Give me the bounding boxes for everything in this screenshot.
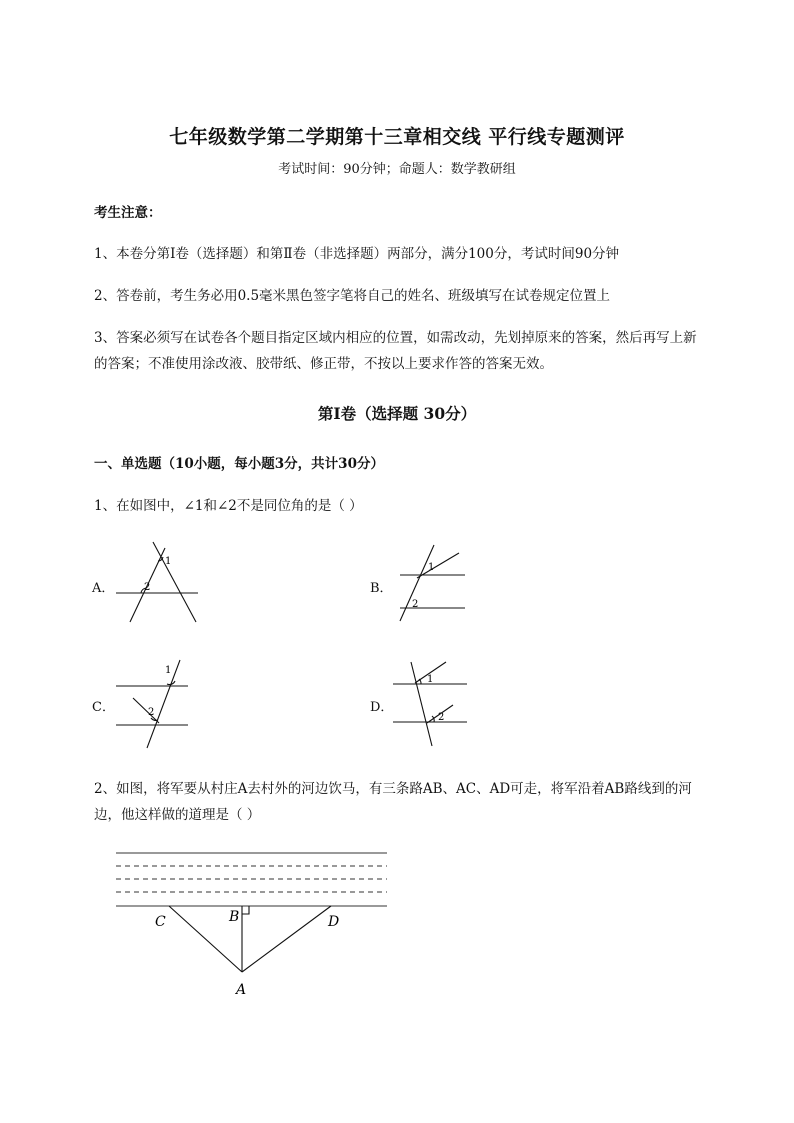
notice-heading: 考生注意： (94, 205, 162, 221)
right-angle-mark (242, 906, 249, 914)
point-d: D (328, 914, 340, 930)
point-c: C (155, 914, 166, 930)
figure-b-angle1: 1 (428, 562, 435, 573)
option-b-label[interactable]: B． (370, 581, 393, 596)
figure-a-angle1: 1 (165, 556, 172, 567)
option-d-label[interactable]: D． (370, 700, 394, 715)
part-heading: 一、单选题（10小题，每小题3分，共计30分） (94, 456, 384, 472)
option-c-label[interactable]: C． (92, 700, 115, 715)
point-b: B (229, 909, 240, 925)
figure-a-angle2: 2 (144, 582, 151, 593)
notice-item-2: 2、答卷前，考生务必用0.5毫米黑色签字笔将自己的姓名、班级填写在试卷规定位置上 (94, 288, 611, 304)
point-a: A (236, 982, 247, 998)
question-1-text: 1、在如图中，∠1和∠2不是同位角的是（ ） (94, 498, 363, 514)
notice-item-3-cont: 的答案；不准使用涂改液、胶带纸、修正带，不按以上要求作答的答案无效。 (94, 356, 553, 372)
figure-d-angle2: 2 (438, 712, 445, 723)
section-title: 第I卷（选择题 30分） (317, 404, 477, 423)
figure-c-angle2: 2 (148, 707, 155, 718)
question-2-line-2: 边，他这样做的道理是（ ） (94, 807, 261, 823)
question-2-line-1: 2、如图，将军要从村庄A去村外的河边饮马，有三条路AB、AC、AD可走，将军沿着AB路线到的河 (94, 781, 692, 797)
figure-d-angle1: 1 (427, 674, 434, 685)
page-title: 七年级数学第二学期第十三章相交线 平行线专题测评 (169, 126, 625, 148)
figure-c-angle1: 1 (165, 665, 172, 676)
path-ad (242, 906, 331, 972)
notice-item-1: 1、本卷分第I卷（选择题）和第Ⅱ卷（非选择题）两部分，满分100分，考试时间90分钟 (94, 246, 620, 262)
option-a-label[interactable]: A． (92, 581, 115, 596)
notice-item-3: 3、答案必须写在试卷各个题目指定区域内相应的位置，如需改动，先划掉原来的答案，然后再写上新 (94, 330, 697, 346)
figure-b-angle2: 2 (412, 599, 419, 610)
exam-info: 考试时间：90分钟；命题人：数学教研组 (278, 162, 516, 177)
